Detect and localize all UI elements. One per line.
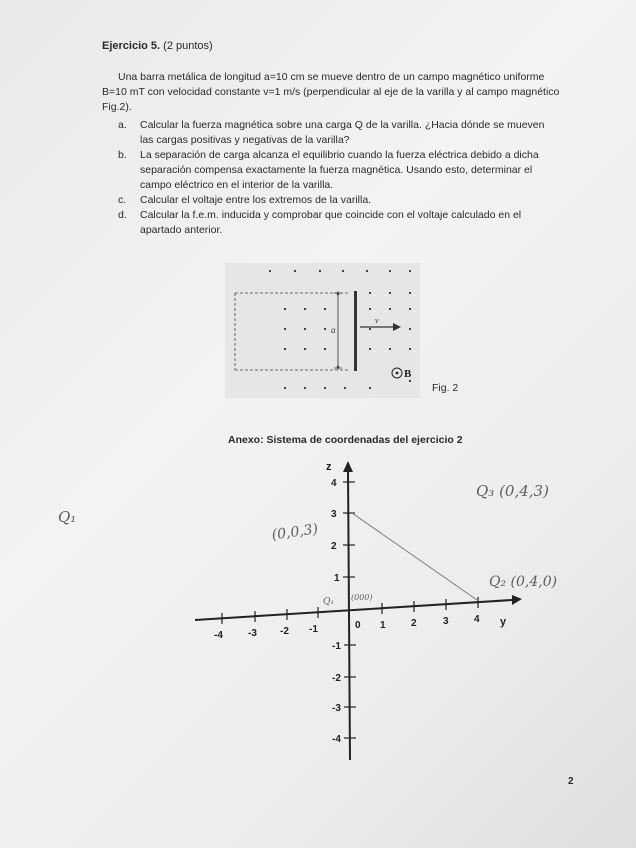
y-axis-label: y [500,616,507,628]
y-tick-label: 0 [355,620,361,631]
item-marker: a. [118,119,127,131]
handwritten-q2: Q₂ (0,4,0) [489,574,558,590]
handwritten-q3: Q₃ (0,4,3) [476,482,549,500]
handwritten-origin-coords: (000) [351,593,373,602]
y-axis-arrow-icon [512,595,522,605]
z-tick-label: 4 [331,478,337,489]
y-tick-label: 2 [411,618,417,629]
item-text: La separación de carga alcanza el equilibrio cuando la fuerza eléctrica debido a dicha separación compensa exactamente la fuerza magnética. Usando esto, determinar el campo eléctrico en el interior de la varilla. [140,149,539,191]
y-tick-label: -3 [248,628,257,639]
item-marker: c. [118,194,127,206]
z-tick-label: 1 [334,573,340,584]
z-tick-label: -4 [332,734,341,745]
handwritten-origin-q: Q₁ [323,597,334,607]
y-tick-label: -4 [214,630,223,641]
y-tick-label: -1 [309,624,318,635]
z-tick-label: 3 [331,509,337,520]
rod-length-label: a [331,325,336,335]
z-tick-label: -3 [332,703,341,714]
z-axis-arrow-icon [343,461,353,472]
item-marker: d. [118,209,127,221]
exercise-title-text: Ejercicio 5. [102,40,161,52]
z-tick-label: 2 [331,541,337,552]
y-tick-label: -2 [280,626,289,637]
item-text: Calcular el voltaje entre los extremos de la varilla. [140,194,372,206]
exercise-intro-text: Una barra metálica de longitud a=10 cm se mueve dentro de un campo magnético uniforme B=10 mT con velocidad constante v=1 m/s (perpendicular al eje de la varilla y al campo magnético Fig.2). [102,71,560,113]
annex-title: Anexo: Sistema de coordenadas del ejercicio 2 [228,434,463,446]
figure-label: Fig. 2 [432,382,459,394]
item-marker: b. [118,149,127,161]
pencil-line [352,513,477,600]
field-label: B [404,368,412,380]
item-text: Calcular la fuerza magnética sobre una carga Q de la varilla. ¿Hacia dónde se mueven las cargas positivas y negativas de la varilla? [140,119,545,146]
velocity-label: v [375,316,379,325]
y-tick-label: 1 [380,620,386,631]
item-text: Calcular la f.e.m. inducida y comprobar que coincide con el voltaje calculado en el apartado anterior. [140,209,522,236]
exercise-points: (2 puntos) [163,40,213,52]
z-tick-label: -1 [332,641,341,652]
y-tick-label: 3 [443,616,449,627]
z-tick-label: -2 [332,673,341,684]
y-tick-label: 4 [474,614,480,625]
page-number: 2 [568,776,574,787]
y-axis-line [195,600,512,620]
handwritten-q1-side: Q₁ [58,508,77,526]
z-axis-label: z [326,461,332,473]
handwritten-point-003: (0,0,3) [270,521,320,544]
